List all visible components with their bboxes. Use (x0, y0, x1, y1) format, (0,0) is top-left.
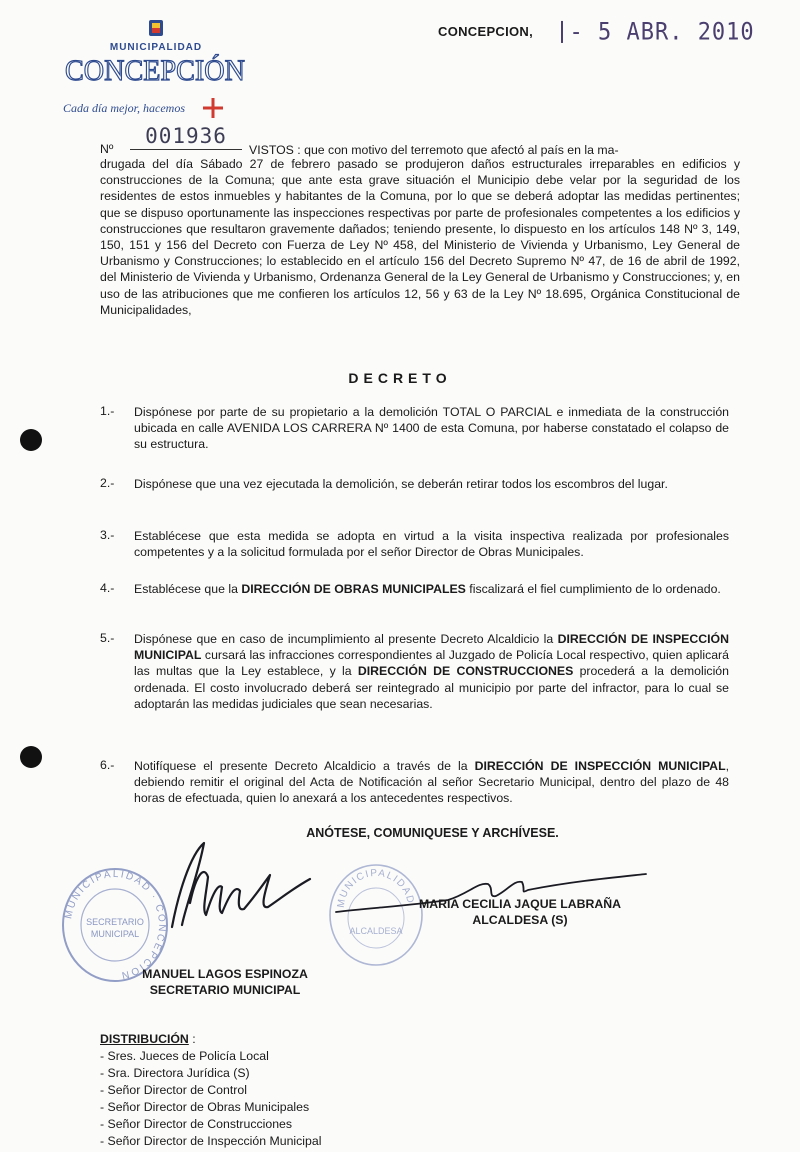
svg-text:MUNICIPALIDAD · CONCEPCION: MUNICIPALIDAD · CONCEPCION (63, 868, 168, 981)
decree-number: 001936 (130, 124, 242, 150)
mayor-name: MARIA CECILIA JAQUE LABRAÑA (419, 897, 621, 911)
item-text-bold: DIRECCIÓN DE INSPECCIÓN MUNICIPAL (474, 759, 726, 773)
item-text (134, 404, 729, 453)
binder-hole (20, 746, 42, 768)
item-number: 2.- (100, 476, 115, 490)
item-text-run: fiscalizará el fiel cumplimiento de lo ordenado. (465, 582, 721, 596)
date-stamp (561, 19, 754, 47)
secretary-signature-block (125, 966, 325, 998)
item-text (134, 631, 729, 712)
distribution-title-suffix: : (188, 1032, 196, 1046)
list-item: - Sra. Directora Jurídica (S) (100, 1066, 250, 1080)
vistos-first-line: VISTOS : que con motivo del terremoto que afectó al país en la ma- (249, 143, 619, 157)
logo-slogan: Cada día mejor, hacemos (63, 101, 185, 115)
municipality-logo (55, 18, 255, 128)
item-text (134, 581, 729, 597)
item-text-run: Notifíquese el presente Decreto Alcaldicio a través de la (134, 759, 475, 773)
list-item: - Señor Director de Construcciones (100, 1117, 293, 1131)
mayor-title: ALCALDESA (S) (472, 913, 568, 927)
place-name: CONCEPCION, (438, 24, 534, 39)
coat-of-arms-icon (149, 20, 163, 36)
mayor-signature-block (400, 896, 640, 928)
decree-title: DECRETO (348, 370, 452, 386)
stamp-center-text: ALCALDESA (349, 926, 403, 936)
item-text-run: Dispónese que en caso de incumplimiento al presente Decreto Alcaldicio la (134, 632, 558, 646)
item-text (134, 528, 729, 560)
item-text-bold: DIRECCIÓN DE INSPECCIÓN MUNICIPAL (134, 632, 729, 663)
binder-hole (20, 429, 42, 451)
secretary-name: MANUEL LAGOS ESPINOZA (142, 967, 308, 981)
item-text-run: Establécese que esta medida se adopta en virtud a la visita inspectiva realizada por profesionales competentes y a la solicitud formulada por el señor Director de Obras Municipales. (134, 529, 729, 560)
list-item: - Señor Director de Control (100, 1083, 247, 1097)
date-stamp-text: - 5 ABR. 2010 (569, 18, 755, 47)
item-number: 1.- (100, 404, 115, 418)
stamp-left-center-1: SECRETARIO (86, 917, 144, 927)
decree-item (100, 758, 740, 807)
item-text (134, 476, 729, 492)
stamp-left-center-2: MUNICIPAL (90, 929, 140, 939)
secretary-title: SECRETARIO MUNICIPAL (149, 983, 301, 997)
list-item: - Señor Director de Inspección Municipal (100, 1134, 322, 1148)
list-item: - Sres. Jueces de Policía Local (100, 1049, 269, 1063)
distribution-title: DISTRIBUCIÓN (100, 1032, 189, 1046)
item-text (134, 758, 729, 807)
decree-item (100, 528, 740, 560)
list-item: - Señor Director de Obras Municipales (100, 1100, 310, 1114)
item-number: 5.- (100, 631, 115, 645)
decree-item (100, 404, 740, 453)
item-number: 3.- (100, 528, 115, 542)
item-text-run: procederá a la demolición ordenada. El costo involucrado deberá ser reintegrado al municipio por parte del infractor, para lo cual se adoptarán las medidas judiciales que sean necesarias. (134, 664, 729, 711)
item-text-bold: DIRECCIÓN DE OBRAS MUNICIPALES (241, 582, 466, 596)
item-text-run: Dispónese por parte de su propietario a la demolición TOTAL O PARCIAL e inmediata de la construcción ubicada en calle AVENIDA LOS CARRERA Nº 1400 de esta Comuna, por haberse constatado el colapso de su estructura. (134, 405, 729, 452)
plus-icon (203, 98, 223, 118)
logo-municipality-text: MUNICIPALIDAD (109, 42, 203, 53)
number-label: Nº (100, 142, 114, 156)
closing-formula: ANÓTESE, COMUNIQUESE Y ARCHÍVESE. (306, 826, 559, 840)
decree-item (100, 581, 740, 597)
item-text-run: cursará las infracciones correspondientes al Juzgado de Policía Local respectivo, quien aplicará las multas que la Ley establece, y la (134, 648, 729, 679)
item-text-bold: DIRECCIÓN DE CONSTRUCCIONES (357, 664, 574, 679)
item-number: 4.- (100, 581, 115, 595)
secretary-signature (160, 835, 330, 940)
place-date (438, 20, 755, 45)
item-number: 6.- (100, 758, 115, 772)
item-text-run: Establécese que la (134, 582, 242, 596)
svg-text:MUNICIPALIDAD: MUNICIPALIDAD (335, 867, 416, 909)
item-text-run: , debiendo remitir el original del Acta de Notificación al señor Secretario Municipal, dentro del plazo de 48 horas de efectuada, quien lo anexará a los antecedentes respectivos. (134, 759, 729, 806)
logo-city-text: CONCEPCIÓN (65, 54, 245, 87)
vistos-paragraph: drugada del día Sábado 27 de febrero pasado se produjeron daños estructurales irreparables en edificios y construcciones de la Comuna; que ante esta grave situación el Municipio debe velar por la seguridad de los residentes de estos inmuebles y habitantes de la Comuna, por lo que se deberá adoptar las medidas pertinentes; que se dispuso oportunamente las inspecciones respectivas por parte de profesionales competentes a los edificios y construcciones que resultaron gravemente dañados; teniendo presente, lo dispuesto en los artículos 148 Nº 3, 149, 150, 151 y 156 del Decreto con Fuerza de Ley Nº 458, del Ministerio de Vivienda y Urbanismo, Ley General de Urbanismo y Construcciones; lo establecido en el artículo 156 del Decreto Supremo Nº 47, de 16 de abril de 1992, del Ministerio de Vivienda y Urbanismo, Ordenanza General de la Ley General de Urbanismo y Construcciones; y, en uso de las atribuciones que me confieren los artículos 12, 56 y 63 de la Ley Nº 18.695, Orgánica Constitucional de Municipalidades, (100, 157, 740, 317)
decree-item (100, 631, 740, 712)
decree-item (100, 476, 740, 492)
distribution-heading (100, 1031, 500, 1048)
item-text-run: Dispónese que una vez ejecutada la demolición, se deberán retirar todos los escombros del lugar. (134, 477, 668, 491)
distribution-list (100, 1031, 500, 1150)
